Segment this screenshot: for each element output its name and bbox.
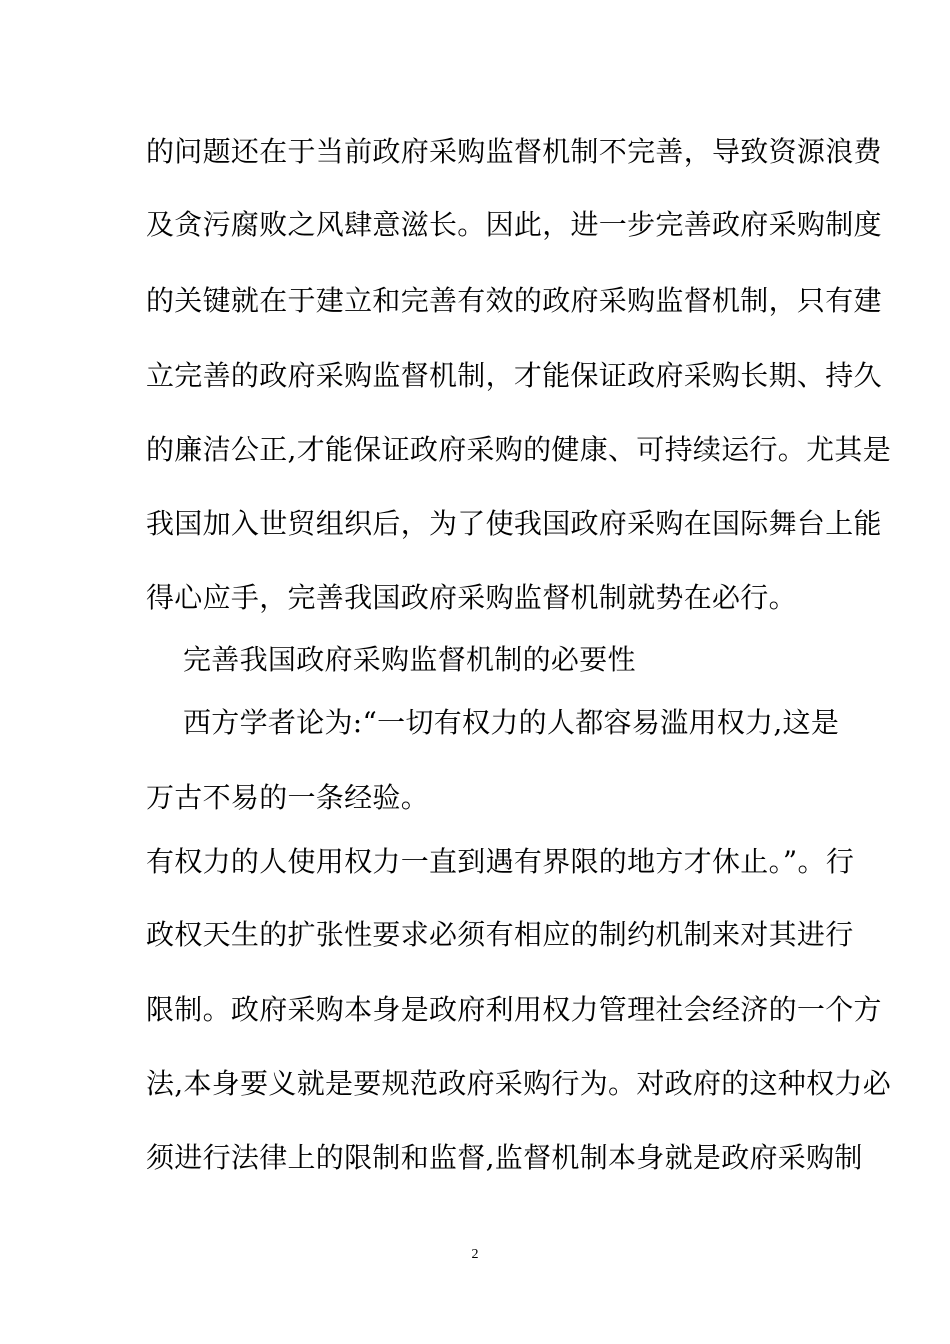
body-text-line-10: 有权力的人使用权力一直到遇有界限的地方才休止。”。行	[146, 845, 855, 878]
body-text-line-4: 立完善的政府采购监督机制，才能保证政府采购长期、持久	[146, 359, 882, 392]
body-text-line-14: 须进行法律上的限制和监督,监督机制本身就是政府采购制	[146, 1141, 863, 1174]
body-text-line-3: 的关键就在于建立和完善有效的政府采购监督机制，只有建	[146, 284, 882, 317]
body-text-line-7: 得心应手，完善我国政府采购监督机制就势在必行。	[146, 581, 797, 614]
body-text-line-1: 的问题还在于当前政府采购监督机制不完善，导致资源浪费	[146, 135, 882, 168]
section-heading: 完善我国政府采购监督机制的必要性	[183, 643, 636, 676]
body-text-line-8: 西方学者论为:“一切有权力的人都容易滥用权力,这是	[183, 706, 840, 739]
page-number: 2	[471, 1247, 479, 1262]
body-text-line-2: 及贪污腐败之风肆意滋长。因此，进一步完善政府采购制度	[146, 208, 882, 241]
body-text-line-6: 我国加入世贸组织后，为了使我国政府采购在国际舞台上能	[146, 507, 882, 540]
body-text-line-5: 的廉洁公正,才能保证政府采购的健康、可持续运行。尤其是	[146, 433, 892, 466]
body-text-line-12: 限制。政府采购本身是政府利用权力管理社会经济的一个方	[146, 993, 882, 1026]
body-text-line-13: 法,本身要义就是要规范政府采购行为。对政府的这种权力必	[146, 1067, 892, 1100]
body-text-line-11: 政权天生的扩张性要求必须有相应的制约机制来对其进行	[146, 918, 854, 951]
body-text-line-9: 万古不易的一条经验。	[146, 781, 430, 814]
